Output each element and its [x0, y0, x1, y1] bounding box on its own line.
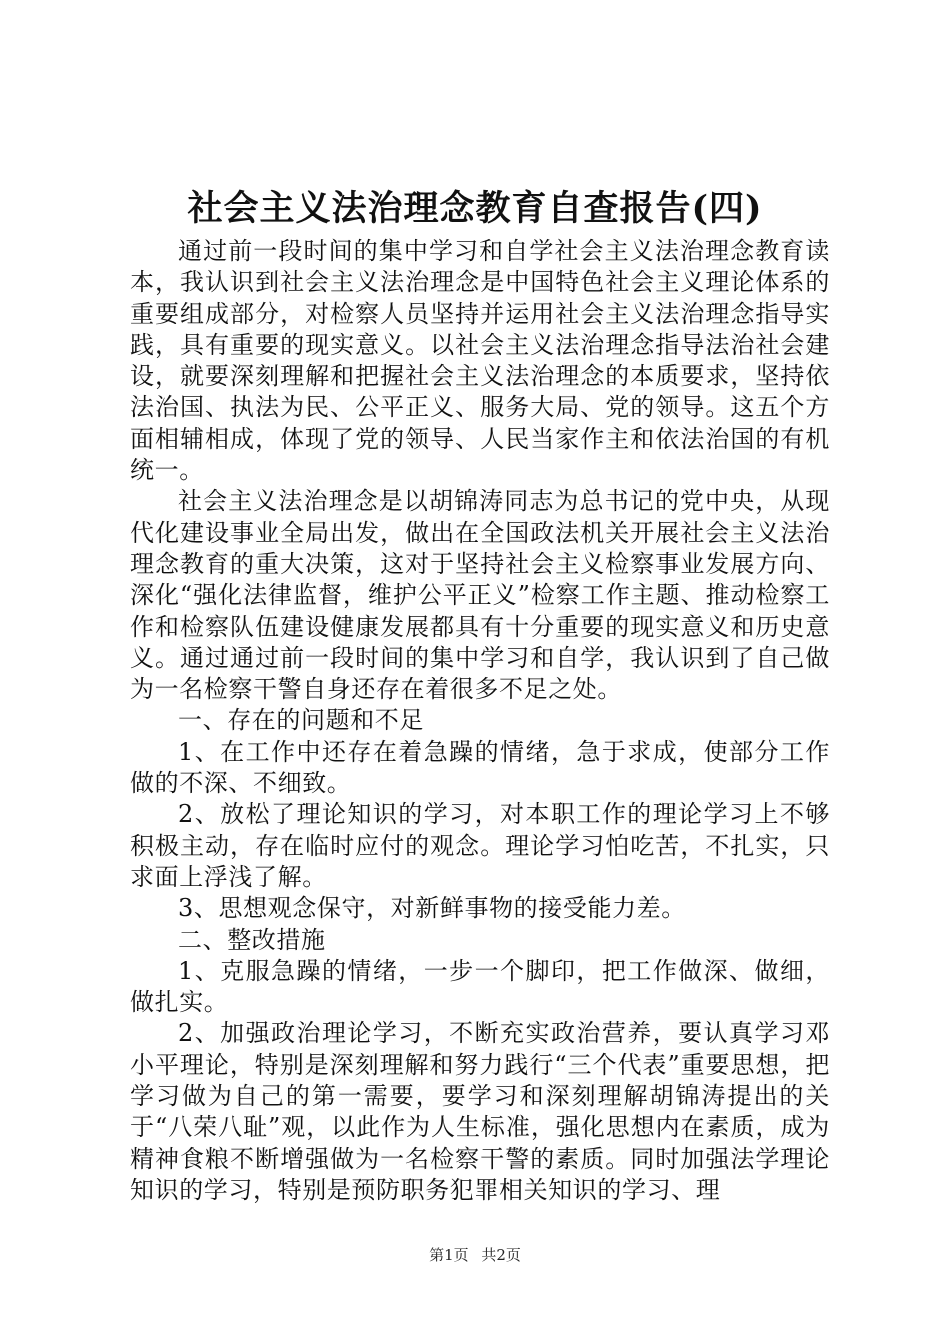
page-number-total: 共2页 [481, 1246, 521, 1264]
document-body [130, 236, 830, 1206]
paragraph-background: 社会主义法治理念是以胡锦涛同志为总书记的党中央，从现代化建设事业全局出发，做出在全国政法机关开展社会主义法治理念教育的重大决策，这对于坚持社会主义检察事业发展方向、深化“强化法律监督，维护公平正义”检察工作主题、推动检察工作和检察队伍建设健康发展都具有十分重要的现实意义和历史意义。通过通过前一段时间的集中学习和自学，我认识到了自己做为一名检察干警自身还存在着很多不足之处。 [130, 487, 830, 704]
paragraph-intro: 通过前一段时间的集中学习和自学社会主义法治理念教育读本，我认识到社会主义法治理念是中国特色社会主义理论体系的重要组成部分，对检察人员坚持并运用社会主义法治理念指导实践，具有重要的现实意义。以社会主义法治理念指导法治社会建设，就要深刻理解和把握社会主义法治理念的本质要求，坚持依法治国、执法为民、公平正义、服务大局、党的领导。这五个方面相辅相成，体现了党的领导、人民当家作主和依法治国的有机统一。 [130, 237, 830, 485]
problem-item-3: 3、思想观念保守，对新鲜事物的接受能力差。 [178, 894, 686, 923]
document-title: 社会主义法治理念教育自查报告(四) [187, 188, 763, 229]
problem-item-1: 1、在工作中还存在着急躁的情绪，急于求成，使部分工作做的不深、不细致。 [130, 737, 830, 798]
section-heading-problems: 一、存在的问题和不足 [178, 706, 424, 735]
section-heading-measures: 二、整改措施 [178, 925, 326, 954]
measure-item-2: 2、加强政治理论学习，不断充实政治营养，要认真学习邓小平理论，特别是深刻理解和努力践行“三个代表”重要思想，把学习做为自己的第一需要，要学习和深刻理解胡锦涛提出的关于“八荣八耻”观，以此作为人生标准，强化思想内在素质，成为精神食粮不断增强做为一名检察干警的素质。同时加强法学理论知识的学习，特别是预防职务犯罪相关知识的学习、理 [130, 1019, 830, 1204]
problem-item-2: 2、放松了理论知识的学习，对本职工作的理论学习上不够积极主动，存在临时应付的观念。理论学习怕吃苦，不扎实，只求面上浮浅了解。 [130, 800, 830, 891]
page-footer [0, 1245, 950, 1265]
page-number-current: 第1页 [429, 1246, 469, 1264]
measure-item-1: 1、克服急躁的情绪，一步一个脚印，把工作做深、做细，做扎实。 [130, 956, 830, 1017]
